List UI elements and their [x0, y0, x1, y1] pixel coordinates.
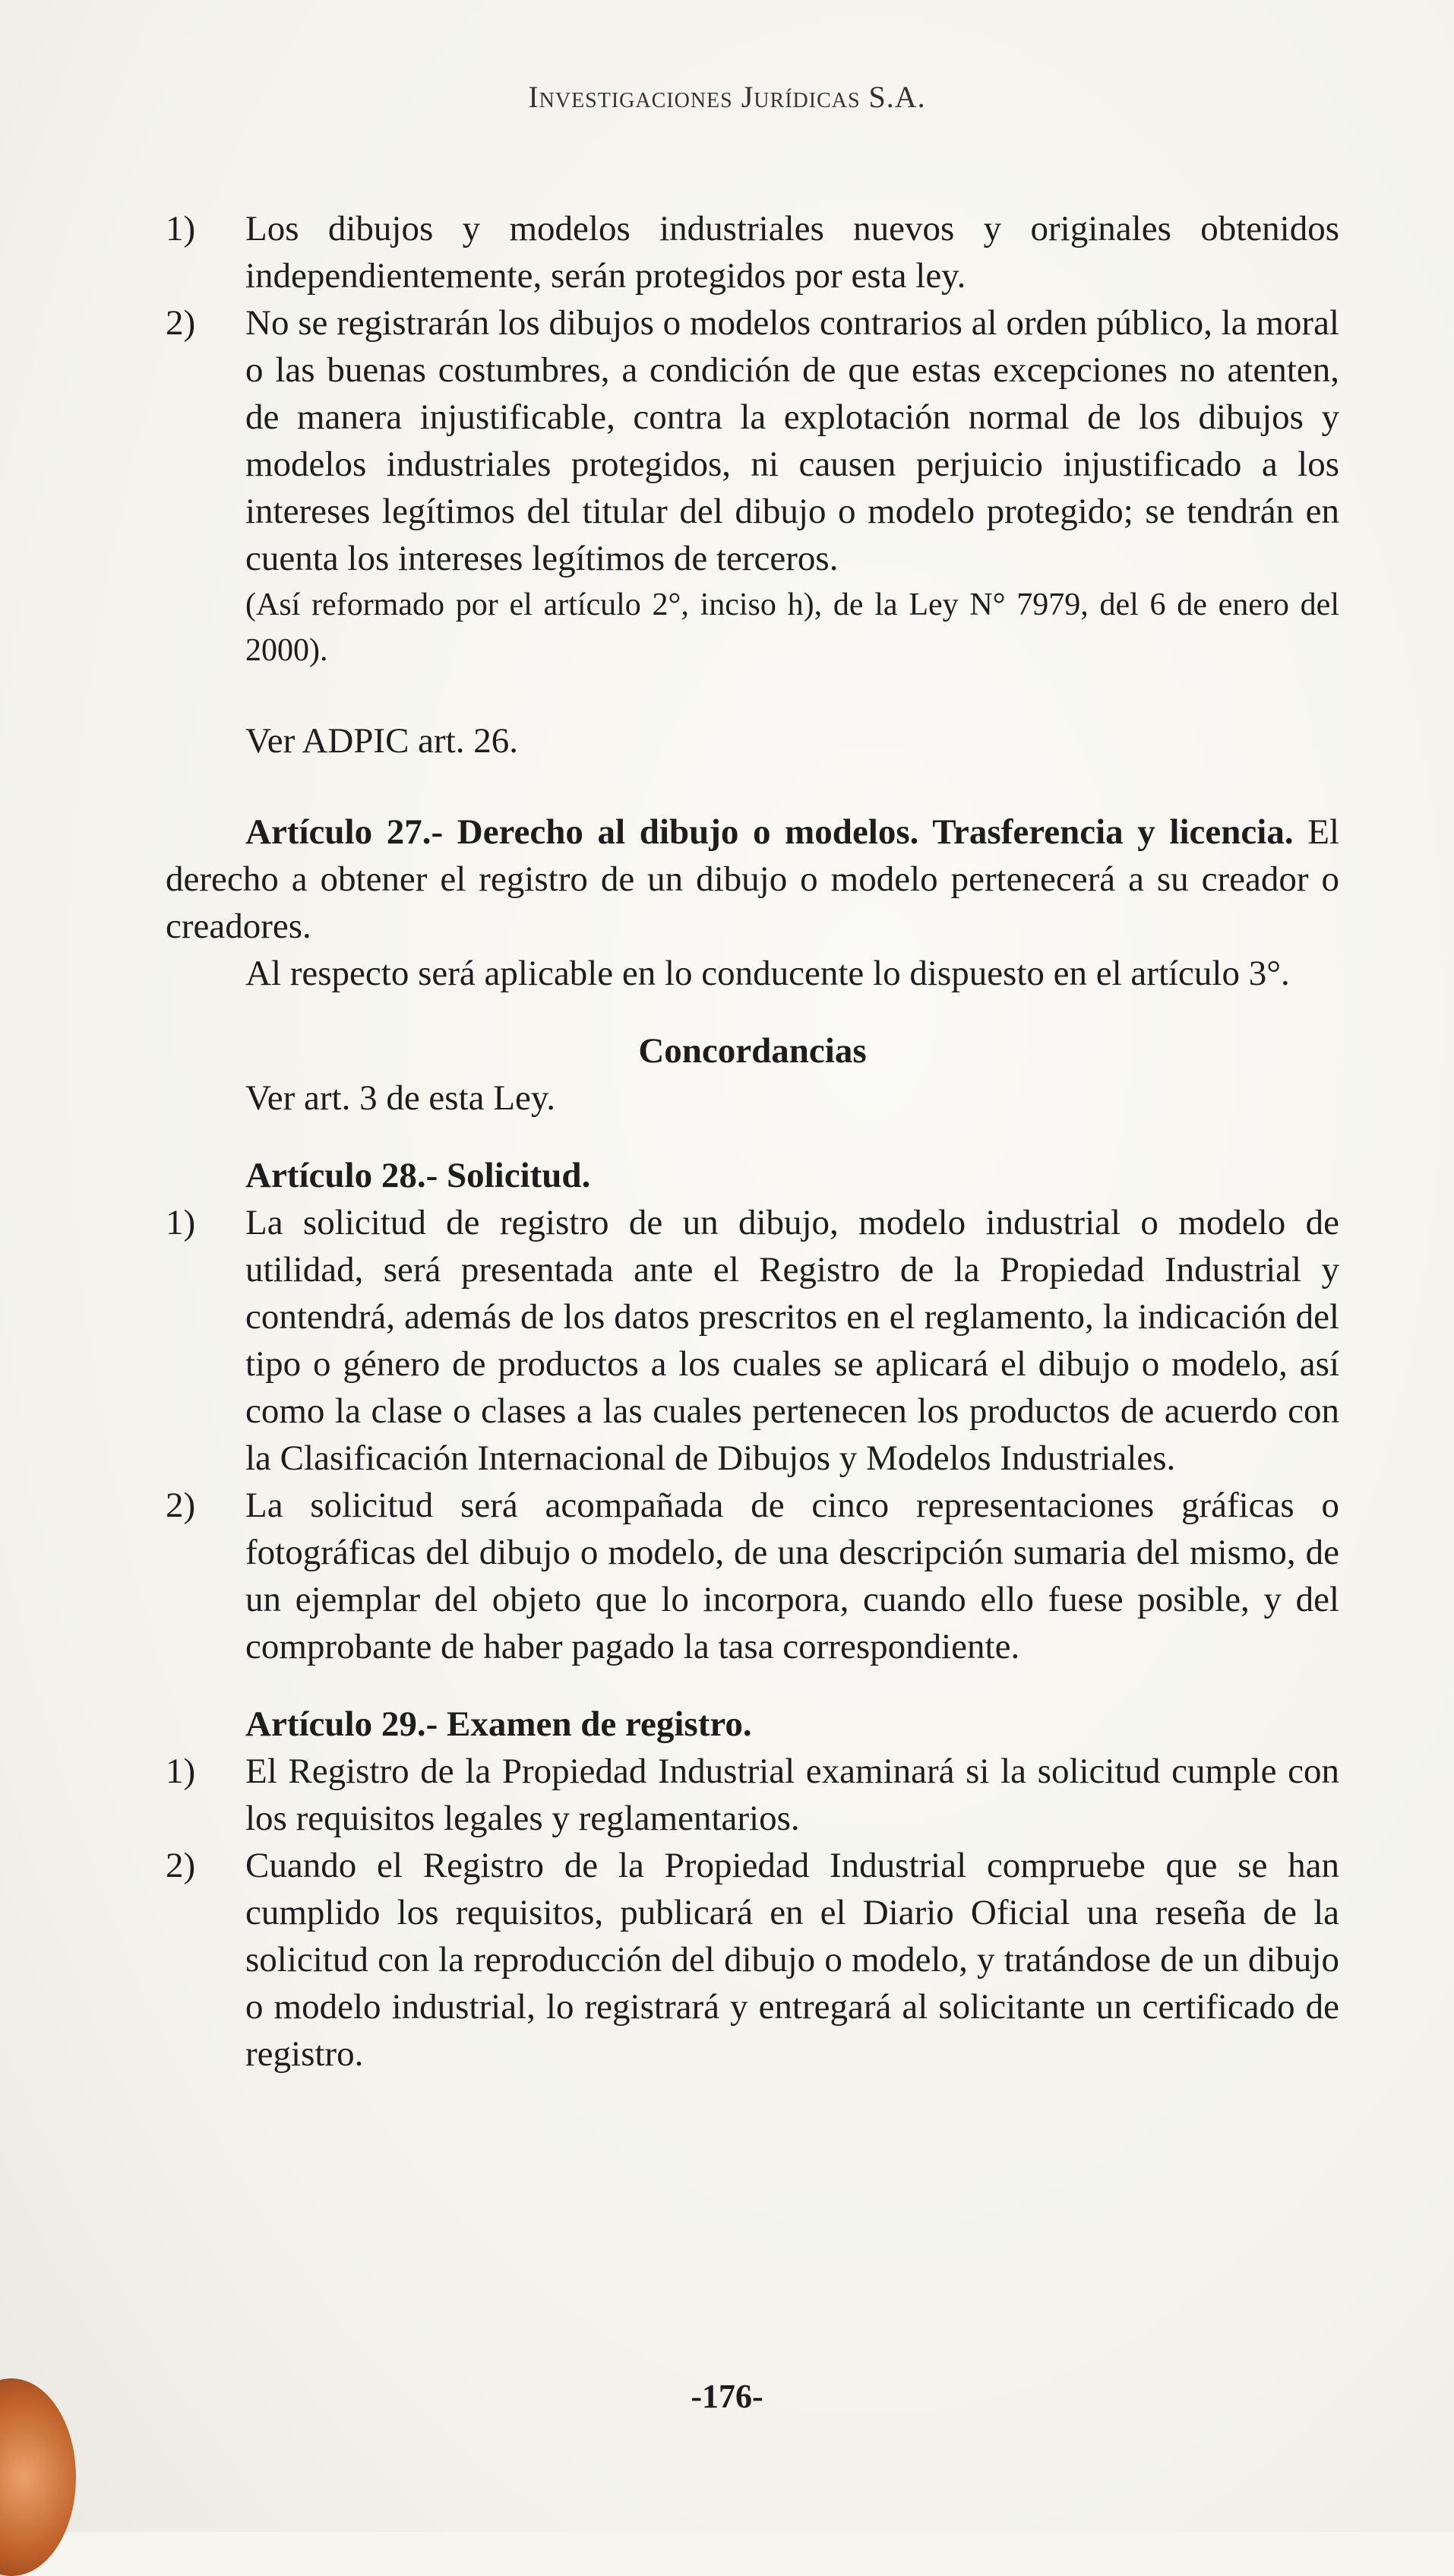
item-number: 1) — [166, 209, 196, 248]
art28-item-1 — [166, 1199, 1339, 1482]
page-number: -176- — [691, 2378, 763, 2415]
article-text: El derecho a obtener el registro de un dibujo o modelo pertenecerá a su creador o creadores. — [166, 812, 1339, 946]
item-text: La solicitud de registro de un dibujo, modelo industrial o modelo de utilidad, será presentada ante el Registro de la Propiedad Industrial y contendrá, además de los datos prescritos en el reglamento, la indicación del tipo o género de productos a los cuales se aplicará el dibujo o modelo, así como la clase o clases a las cuales pertenecen los productos de acuerdo con la Clasificación Internacional de Dibujos y Modelos Industriales. — [245, 1203, 1339, 1478]
page-content — [166, 205, 1339, 2078]
art26-item-1 — [166, 205, 1339, 299]
article-29-title: Artículo 29.- Examen de registro. — [245, 1704, 752, 1744]
running-head: Investigaciones Jurídicas S.A. — [528, 80, 926, 114]
item-text: No se registrarán los dibujos o modelos contrarios al orden público, la moral o las buenas costumbres, a condición de que estas excepciones no atenten, de manera injustificable, contra la explotación normal de los dibujos y modelos industriales protegidos, ni causen perjuicio injustificado a los intereses legítimos del titular del dibujo o modelo protegido; se tendrán en cuenta los intereses legítimos de terceros. — [245, 303, 1339, 578]
concordancias-text: Ver art. 3 de esta Ley. — [245, 1078, 556, 1118]
article-title: Artículo 27.- Derecho al dibujo o modelos. Trasferencia y licencia. — [245, 812, 1294, 852]
concordancias-heading: Concordancias — [638, 1031, 867, 1071]
art28-item-2 — [166, 1482, 1339, 1670]
item-text: La solicitud será acompañada de cinco representaciones gráficas o fotográficas del dibujo o modelo, de una descripción sumaria del mismo, de un ejemplar del objeto que lo incorpora, cuando ello fuese posible, y del comprobante de haber pagado la tasa correspondiente. — [245, 1486, 1339, 1666]
art26-item-2 — [166, 299, 1339, 582]
item-text: El Registro de la Propiedad Industrial examinará si la solicitud cumple con los requisitos legales y reglamentarios. — [245, 1752, 1339, 1838]
item-number: 2) — [166, 1846, 196, 1885]
article-27-paragraph: Al respecto será aplicable en lo conducente lo dispuesto en el artículo 3°. — [245, 954, 1290, 993]
item-number: 1) — [166, 1752, 196, 1791]
article-27 — [166, 809, 1339, 950]
cross-reference: Ver ADPIC art. 26. — [245, 721, 518, 761]
item-text: Cuando el Registro de la Propiedad Industrial compruebe que se han cumplido los requisitos, publicará en el Diario Oficial una reseña de la solicitud con la reproducción del dibujo o modelo, y tratándose de un dibujo o modelo industrial, lo registrará y entregará al solicitante un certificado de registro. — [245, 1846, 1339, 2074]
art29-item-2 — [166, 1842, 1339, 2078]
item-number: 2) — [166, 303, 196, 343]
item-number: 1) — [166, 1203, 196, 1242]
reform-note: (Así reformado por el artículo 2°, inciso h), de la Ley N° 7979, del 6 de enero del 2000). — [245, 587, 1339, 668]
art29-item-1 — [166, 1748, 1339, 1842]
item-number: 2) — [166, 1486, 196, 1525]
article-28-title: Artículo 28.- Solicitud. — [245, 1156, 591, 1195]
item-text: Los dibujos y modelos industriales nuevos y originales obtenidos independientemente, serán protegidos por esta ley. — [245, 209, 1339, 296]
